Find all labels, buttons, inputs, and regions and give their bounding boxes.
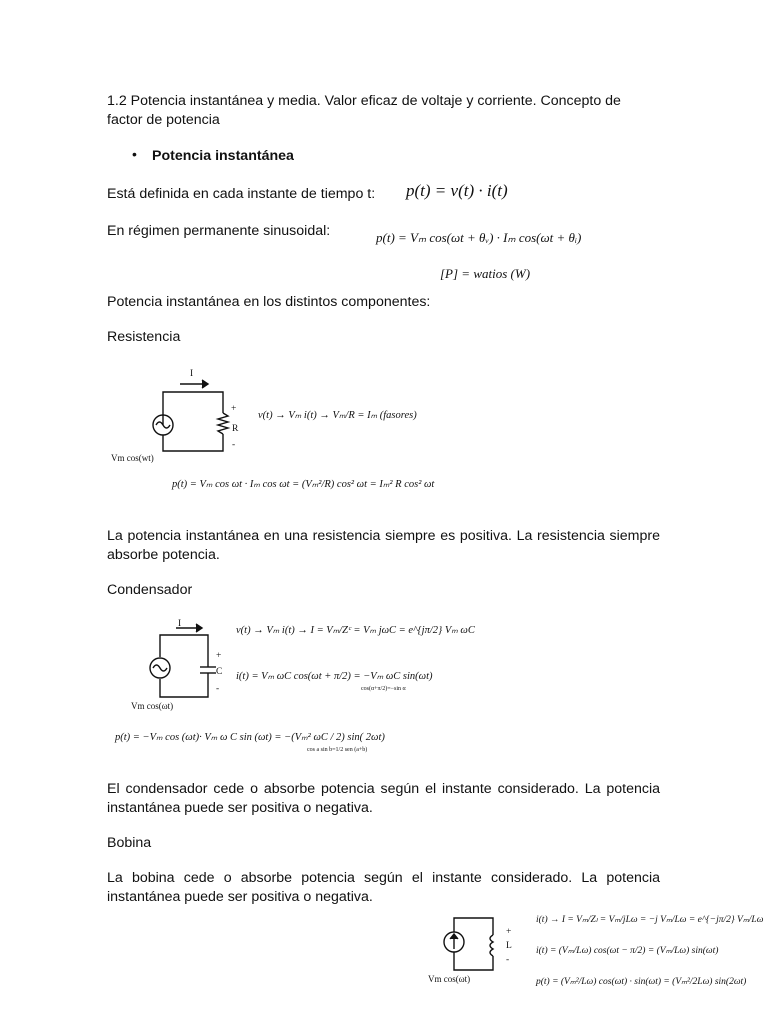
inductor-eq2: i(t) = (Vₘ/Lω) cos(ωt − π/2) = (Vₘ/Lω) sin(ωt)	[536, 946, 719, 956]
resistor-element-label: R	[232, 424, 239, 434]
resistor-minus-label: -	[232, 440, 236, 450]
components-intro: Potencia instantánea en los distintos componentes:	[107, 294, 431, 310]
capacitor-current-note: cos(α+π/2)=−sin α	[361, 686, 406, 692]
inductor-eq1: i(t) → I = Vₘ/Zₗ = Vₘ/jLω = −j Vₘ/Lω = e^{−jπ/2} Vₘ/Lω	[536, 915, 764, 925]
inductor-source-label: Vm cos(ωt)	[428, 974, 471, 984]
condensador-conclusion: El condensador cede o absorbe potencia según el instante considerado. La potencia instantánea puede ser positiva o negativa.	[107, 781, 660, 816]
inductor-plus-label: +	[506, 927, 512, 937]
resistor-source-label: Vm cos(wt)	[111, 453, 154, 463]
capacitor-current-label: I	[178, 619, 182, 629]
definition-text: Está definida en cada instante de tiempo t:	[107, 186, 376, 202]
resistor-phasors: v(t) → Vₘ i(t) → Vₘ/R = Iₘ (fasores)	[258, 410, 417, 421]
capacitor-phasors: v(t) → Vₘ i(t) → I = Vₘ/Zᶜ = Vₘ jωC = e^{jπ/2} Vₘ ωC	[236, 625, 475, 636]
capacitor-power-note: cos a sin b=1/2 sen (a+b)	[307, 747, 368, 753]
resistor-current-label: I	[190, 369, 194, 379]
capacitor-plus-label: +	[216, 651, 222, 661]
inductor-circuit-diagram	[440, 915, 510, 975]
bobina-conclusion: La bobina cede o absorbe potencia según el instante considerado. La potencia instantánea puede ser positiva o negativa.	[107, 870, 660, 905]
capacitor-current-time: i(t) = Vₘ ωC cos(ωt + π/2) = −Vₘ ωC sin(ωt)	[236, 671, 433, 682]
resistor-power-formula: p(t) = Vₘ cos ωt · Iₘ cos ωt = (Vₘ²/R) cos² ωt = Iₘ² R cos² ωt	[172, 479, 435, 490]
capacitor-element-label: C	[216, 667, 223, 677]
capacitor-power-formula: p(t) = −Vₘ cos (ωt)· Vₘ ω C sin (ωt) = −(Vₘ² ωC / 2) sin( 2ωt)	[115, 732, 385, 743]
units-formula: [P] = watios (W)	[440, 266, 531, 281]
bullet-label: Potencia instantánea	[152, 148, 294, 164]
capacitor-source-label: Vm cos(ωt)	[131, 701, 174, 711]
sinusoidal-text: En régimen permanente sinusoidal:	[107, 223, 331, 239]
bullet-symbol: •	[132, 146, 137, 162]
inductor-minus-label: -	[506, 955, 510, 965]
resistencia-title: Resistencia	[107, 329, 181, 345]
inductor-eq3: p(t) = (Vₘ²/Lω) cos(ωt) · sin(ωt) = (Vₘ²/2Lω) sin(2ωt)	[536, 977, 747, 987]
section-heading	[107, 92, 667, 130]
sinusoidal-formula: p(t) = Vₘ cos(ωt + θᵥ) · Iₘ cos(ωt + θᵢ)	[376, 230, 582, 245]
inductor-element-label: L	[506, 941, 512, 951]
heading-line-2: factor de potencia	[107, 112, 220, 128]
bobina-title: Bobina	[107, 835, 152, 851]
heading-line-1: 1.2 Potencia instantánea y media. Valor eficaz de voltaje y corriente. Concepto de	[107, 93, 621, 109]
resistencia-conclusion: La potencia instantánea en una resistencia siempre es positiva. La resistencia siempre absorbe potencia.	[107, 528, 660, 563]
definition-formula: p(t) = v(t) · i(t)	[406, 181, 508, 200]
resistor-plus-label: +	[231, 404, 237, 414]
capacitor-circuit-diagram	[150, 625, 250, 705]
condensador-title: Condensador	[107, 582, 193, 598]
capacitor-minus-label: -	[216, 684, 220, 694]
